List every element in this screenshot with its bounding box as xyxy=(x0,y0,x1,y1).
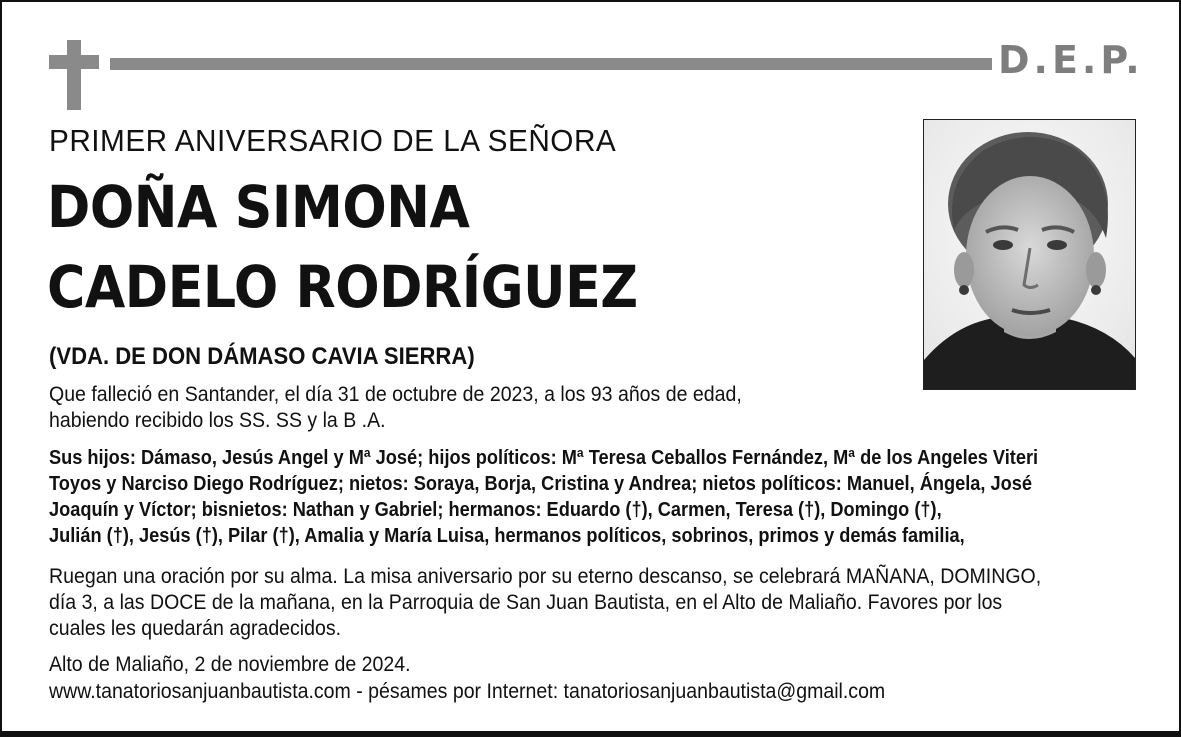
dep-badge: D.E.P. xyxy=(998,38,1144,82)
cross-icon-bar xyxy=(49,55,99,69)
family-line: Sus hijos: Dámaso, Jesús Angel y Mª José; hijos políticos: Mª Teresa Ceballos Fernández, Mª de los Angeles Viteri xyxy=(49,447,1039,469)
death-paragraph xyxy=(49,382,849,434)
widow-of: (VDA. DE DON DÁMASO CAVIA SIERRA) xyxy=(49,343,475,370)
contact-line: www.tanatoriosanjuanbautista.com - pésames por Internet: tanatoriosanjuanbautista@gmail.com xyxy=(49,680,886,703)
death-line: Que falleció en Santander, el día 31 de octubre de 2023, a los 93 años de edad, xyxy=(49,383,742,406)
portrait-photo xyxy=(923,119,1136,390)
family-line: Toyos y Narciso Diego Rodríguez; nietos: Soraya, Borja, Cristina y Andrea; nietos políticos: Manuel, Ángela, José xyxy=(49,473,1032,495)
portrait-image xyxy=(924,120,1135,389)
mass-paragraph xyxy=(49,564,1100,642)
place-and-date: Alto de Maliaño, 2 de noviembre de 2024. xyxy=(49,653,411,676)
anniversary-subtitle: PRIMER ANIVERSARIO DE LA SEÑORA xyxy=(49,123,617,158)
header-rule xyxy=(110,58,992,70)
mass-line: cuales les quedarán agradecidos. xyxy=(49,617,342,640)
deceased-name-line-1: DOÑA SIMONA xyxy=(47,173,470,241)
death-line: habiendo recibido los SS. SS y la B .A. xyxy=(49,409,386,432)
family-paragraph xyxy=(49,445,1077,549)
cross-icon xyxy=(67,40,81,110)
mass-line: día 3, a las DOCE de la mañana, en la Parroquia de San Juan Bautista, en el Alto de Maliaño. Favores por los xyxy=(49,591,1003,614)
family-line: Julián (†), Jesús (†), Pilar (†), Amalia y María Luisa, hermanos políticos, sobrinos, primos y demás familia, xyxy=(49,525,965,547)
mass-line: Ruegan una oración por su alma. La misa aniversario por su eterno descanso, se celebrará MAÑANA, DOMINGO, xyxy=(49,565,1042,588)
deceased-name-line-2: CADELO RODRÍGUEZ xyxy=(47,253,638,321)
family-line: Joaquín y Víctor; bisnietos: Nathan y Gabriel; hermanos: Eduardo (†), Carmen, Teresa (†), Domingo (†), xyxy=(49,499,942,521)
